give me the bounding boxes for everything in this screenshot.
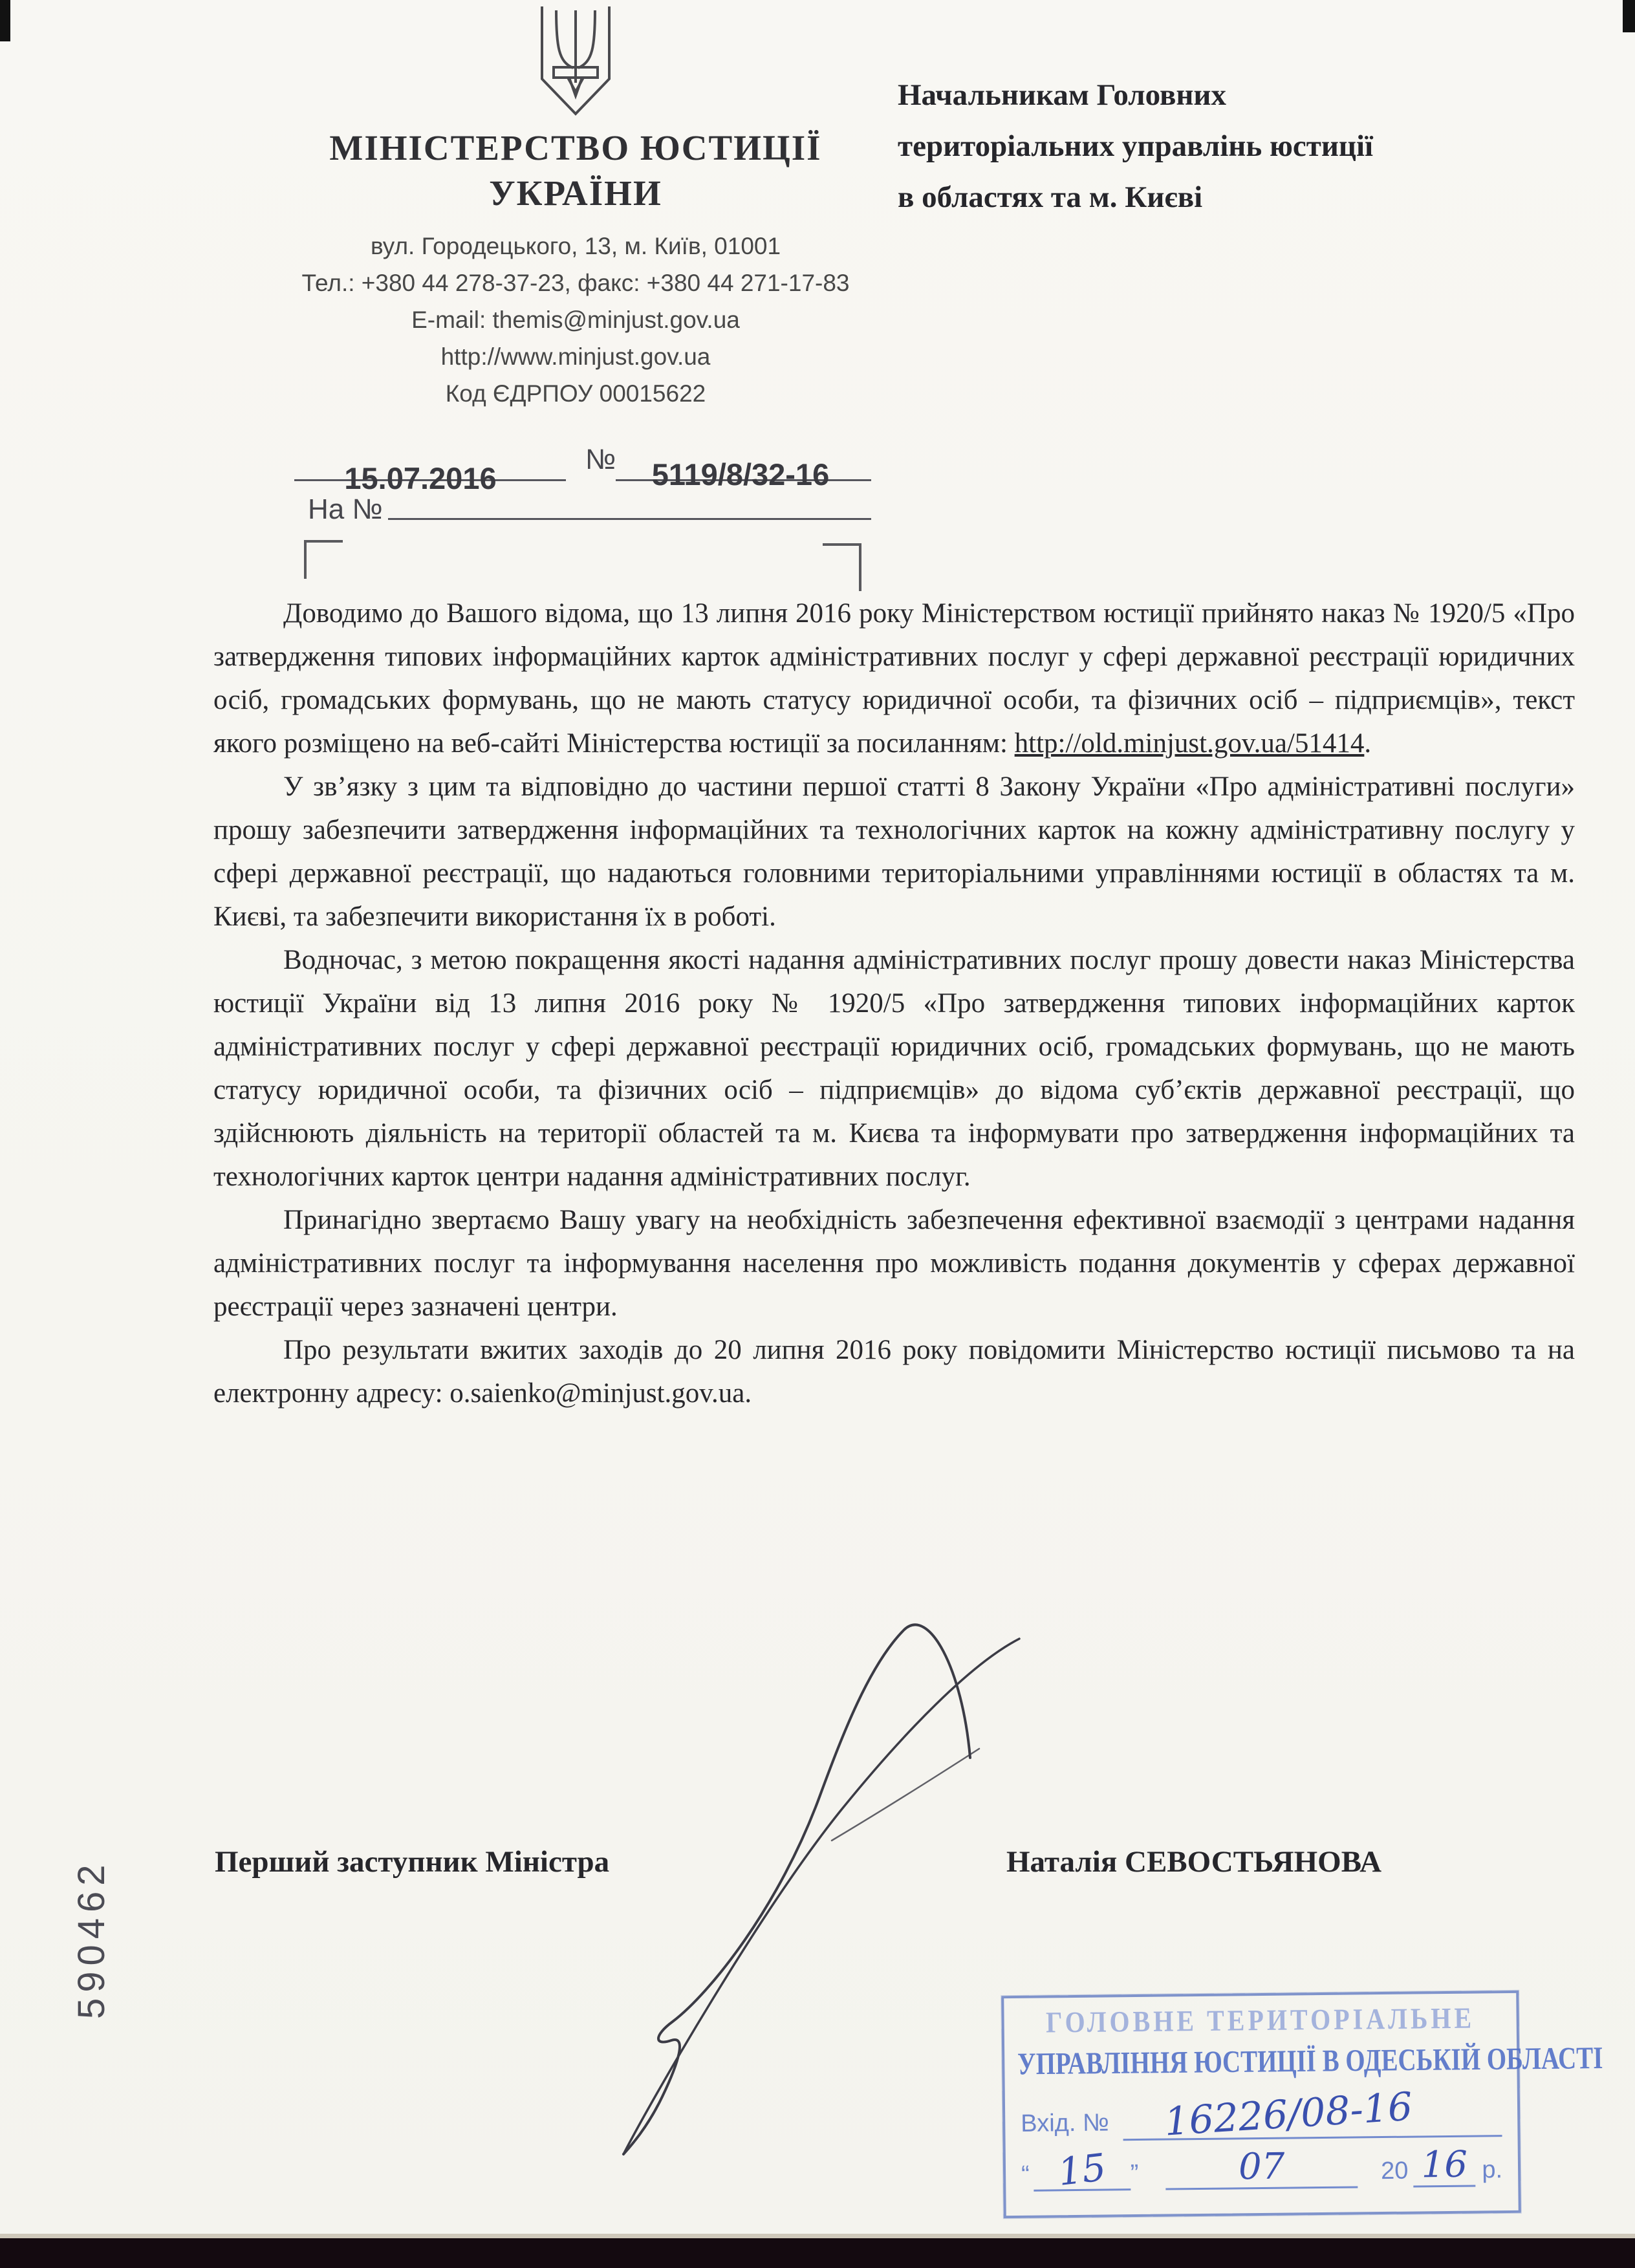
stamp-month-line [1165,2144,1358,2190]
stamp-year-label: р. [1482,2156,1503,2184]
ministry-title [272,125,880,216]
stamp-incoming-number-row [1021,2084,1502,2145]
paragraph-2: У зв’язку з цим та відповідно до частини першої статті 8 Закону України «Про адміністративні послуги» прошу забезпечити затвердження інформаційних та технологічних карток на кожну адміністративну послугу у сфері державної реєстрації, що надаються головними територіальними управліннями юстиції в областях та м. Києві, та забезпечити використання їх в роботі. [213,772,1575,932]
stamp-incoming-number-label: Вхід. № [1021,2109,1109,2137]
stamp-quote-close: ” [1130,2159,1139,2188]
recipient-line1: Начальникам Головних [898,78,1227,112]
number-symbol: № [585,444,616,475]
reply-to-number-line [388,518,871,520]
ministry-contact-block [239,228,912,412]
letter-date: 15.07.2016 [344,461,497,495]
signer-name: Наталія СЕВОСТЬЯНОВА [1006,1845,1382,1879]
paragraph-3: Водночас, з метою покращення якості надання адміністративних послуг прошу довести наказ Міністерства юстиції України від 13 липня 2016 року № 1920/5 «Про затвердження типових інформаційних карток адміністративних послуг у сфері державної реєстрації юридичних осіб, громадських формувань, що не мають статусу юридичної особи, та фізичних осіб – підприємців» до відома суб’єктів державної реєстрації, що здійснюють діяльність на території областей та м. Києва та інформувати про затвердження інформаційних та технологічних карток центри надання адміністративних послуг. [213,945,1575,1192]
scan-artifact-bottom-band [0,2234,1635,2268]
paragraph-1 [213,592,1575,765]
stamp-incoming-number-line [1123,2084,1502,2145]
incoming-registration-stamp [1001,1991,1603,2218]
stamp-year-prefix: 20 [1380,2157,1409,2185]
paragraph-5: Про результати вжитих заходів до 20 липня 2016 року повідомити Міністерство юстиції письмово та на електронну адресу: o.saienko@minjust.gov.ua. [213,1335,1575,1409]
stamp-office-line2: УПРАВЛІННЯ ЮСТИЦІЇ В ОДЕСЬКІЙ ОБЛАСТІ [1017,2040,1603,2082]
ministry-email: E-mail: themis@minjust.gov.ua [411,307,740,333]
paragraph-1-text: Доводимо до Вашого відома, що 13 липня 2016 року Міністерством юстиції прийнято наказ № 1920/5 «Про затвердження типових інформаційних карток адміністративних послуг у сфері державної реєстрації юридичних осіб, громадських формувань, що не мають статусу юридичної особи, та фізичних осіб – підприємців», текст якого розміщено на веб-сайті Міністерства юстиції за посиланням: [213,598,1575,759]
order-url-link[interactable]: http://old.minjust.gov.ua/51414 [1014,728,1365,759]
reply-to-number-label: На № [308,493,383,525]
recipient-block [898,70,1551,223]
scan-artifact-top-right [1623,0,1635,32]
right-corner-bracket [823,543,861,591]
ministry-title-line2: УКРАЇНИ [489,173,662,213]
stamp-year-value: 16 [1421,2143,1468,2187]
stamp-month-value: 07 [1238,2145,1285,2188]
recipient-line3: в областях та м. Києві [898,180,1203,214]
stamp-quote-open: “ [1021,2161,1030,2188]
stamp-year-line [1413,2144,1476,2188]
signer-position: Перший заступник Міністра [215,1845,610,1879]
ministry-website: http://www.minjust.gov.ua [440,343,711,370]
ministry-edrpou-code: Код ЄДРПОУ 00015622 [445,380,706,407]
stamp-day-value: 15 [1056,2144,1109,2194]
left-corner-bracket [304,540,343,579]
letter-number: 5119/8/32-16 [651,457,830,491]
stamp-date-row [1021,2143,1503,2192]
paragraph-4: Принагідно звертаємо Вашу увагу на необхідність забезпечення ефективної взаємодії з центрами надання адміністративних послуг та інформування населення про можливість подання документів у сферах державної реєстрації через зазначені центри. [213,1205,1575,1322]
ministry-phone-fax: Тел.: +380 44 278-37-23, факс: +380 44 271-17-83 [301,270,850,296]
recipient-line2: територіальних управлінь юстиції [898,129,1374,163]
paragraph-1-period: . [1364,728,1372,759]
stamp-office-line1: ГОЛОВНЕ ТЕРИТОРІАЛЬНЕ [1045,2001,1475,2039]
scan-artifact-top-left [0,0,10,41]
margin-registration-number: 590462 [70,1859,113,2019]
ministry-street-address: вул. Городецького, 13, м. Київ, 01001 [370,233,781,259]
ministry-title-line1: МІНІСТЕРСТВО ЮСТИЦІЇ [329,128,822,167]
stamp-day-line [1033,2144,1131,2194]
ukraine-trident-emblem-icon [536,5,616,119]
stamp-incoming-number-value: 16226/08-16 [1163,2084,1414,2145]
letter-body [213,592,1575,1415]
